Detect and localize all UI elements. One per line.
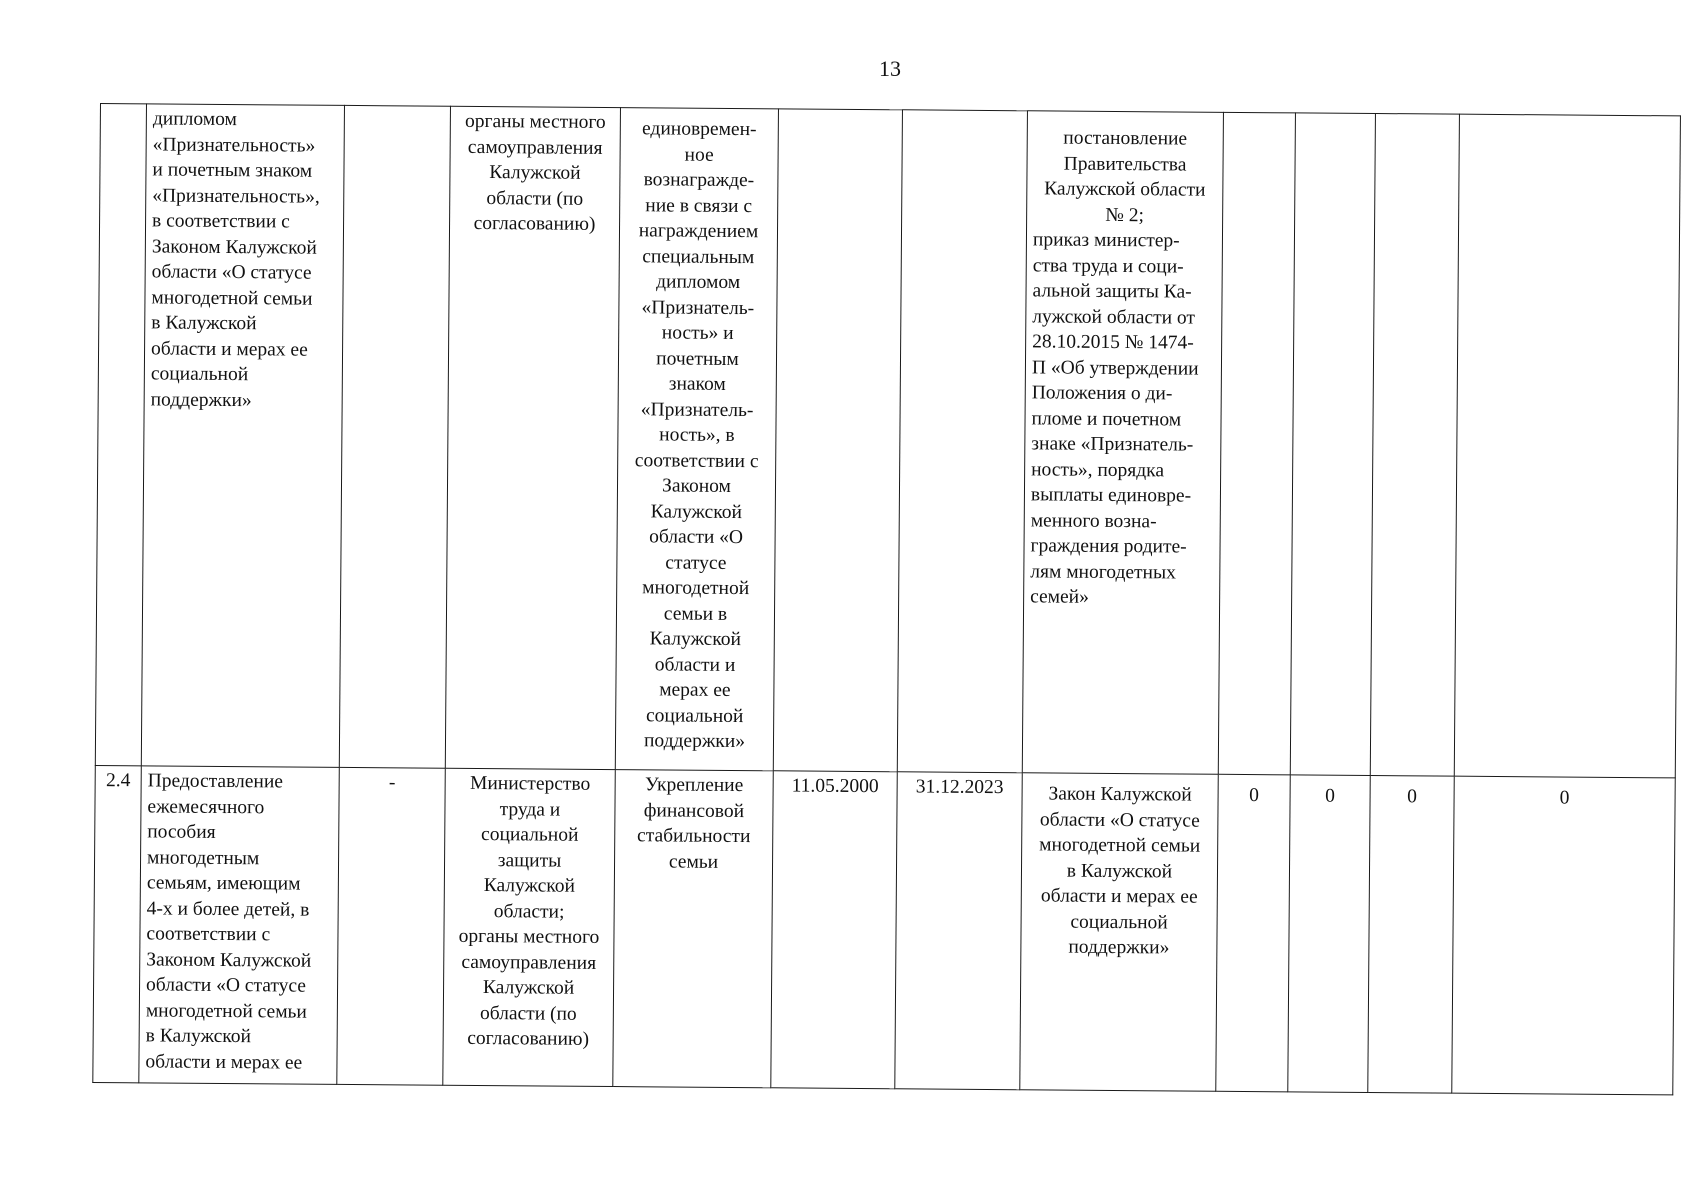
cell-number: 2.4 bbox=[93, 765, 141, 1082]
cell-value-3: 0 bbox=[1368, 775, 1454, 1093]
page-number: 13 bbox=[879, 56, 901, 81]
cell-column-3 bbox=[339, 105, 450, 768]
program-measures-table bbox=[92, 103, 1681, 1095]
table-row bbox=[93, 765, 1675, 1094]
cell-end-date bbox=[897, 110, 1027, 773]
cell-column-3: - bbox=[337, 767, 445, 1085]
cell-legal-document: Закон Калужской области «О статусе многодетной семьи в Калужской области и мерах ее социальной поддержки» bbox=[1020, 773, 1218, 1092]
cell-executor: органы местного самоуправления Калужской области (по согласованию) bbox=[445, 106, 620, 769]
legal-document-part-1: постановление Правительства Калужской области № 2; bbox=[1044, 127, 1206, 226]
cell-value-2: 0 bbox=[1288, 775, 1370, 1093]
cell-value-4: 0 bbox=[1452, 776, 1675, 1095]
document-sheet bbox=[92, 103, 1680, 1095]
cell-end-date: 31.12.2023 bbox=[895, 772, 1022, 1090]
cell-number bbox=[95, 104, 146, 766]
cell-value-1 bbox=[1218, 112, 1295, 775]
cell-start-date bbox=[773, 109, 902, 772]
cell-value-4 bbox=[1454, 114, 1680, 778]
cell-measure-name: Предоставление ежемесячного пособия многодетным семьям, имеющим 4-х и более детей, в соответствии с Законом Калужской области «О статусе многодетной семьи в Калужской области и мерах ее bbox=[139, 766, 339, 1085]
cell-value-3 bbox=[1370, 114, 1459, 777]
cell-expected-result: Укрепление финансовой стабильности семьи bbox=[613, 770, 773, 1088]
cell-measure-name: дипломом «Признательность» и почетным знаком «Признательность», в соответствии с Законом Калужской области «О статусе многодетной семьи в Калужской области и мерах ее социальной поддержки» bbox=[141, 104, 344, 768]
cell-value-1: 0 bbox=[1216, 774, 1290, 1092]
cell-executor: Министерство труда и социальной защиты Калужской области; органы местного самоуправления Калужской области (по согласованию) bbox=[443, 768, 615, 1086]
cell-value-2 bbox=[1290, 113, 1375, 776]
cell-start-date: 11.05.2000 bbox=[771, 771, 897, 1089]
cell-legal-document bbox=[1022, 111, 1223, 775]
cell-expected-result: единовремен- ное вознагражде- ние в связи с награждением специальным дипломом «Признатель- ность» и почетным знаком «Признатель- ность», в соответствии с Законом Калужской области «О статусе многодетной семьи в Калужской области и мерах ее социальной поддержки» bbox=[615, 108, 778, 771]
legal-document-part-2: приказ министер- ства труда и соци- альной защиты Ка- лужской области от 28.10.2015 № 1474- П «Об утверждении Положения о ди- пломе и почетном знаке «Признатель- ность», порядка выплаты единовре- менного возна- граждения родите- лям многодетных семей» bbox=[1030, 229, 1199, 608]
table-row bbox=[95, 104, 1680, 778]
